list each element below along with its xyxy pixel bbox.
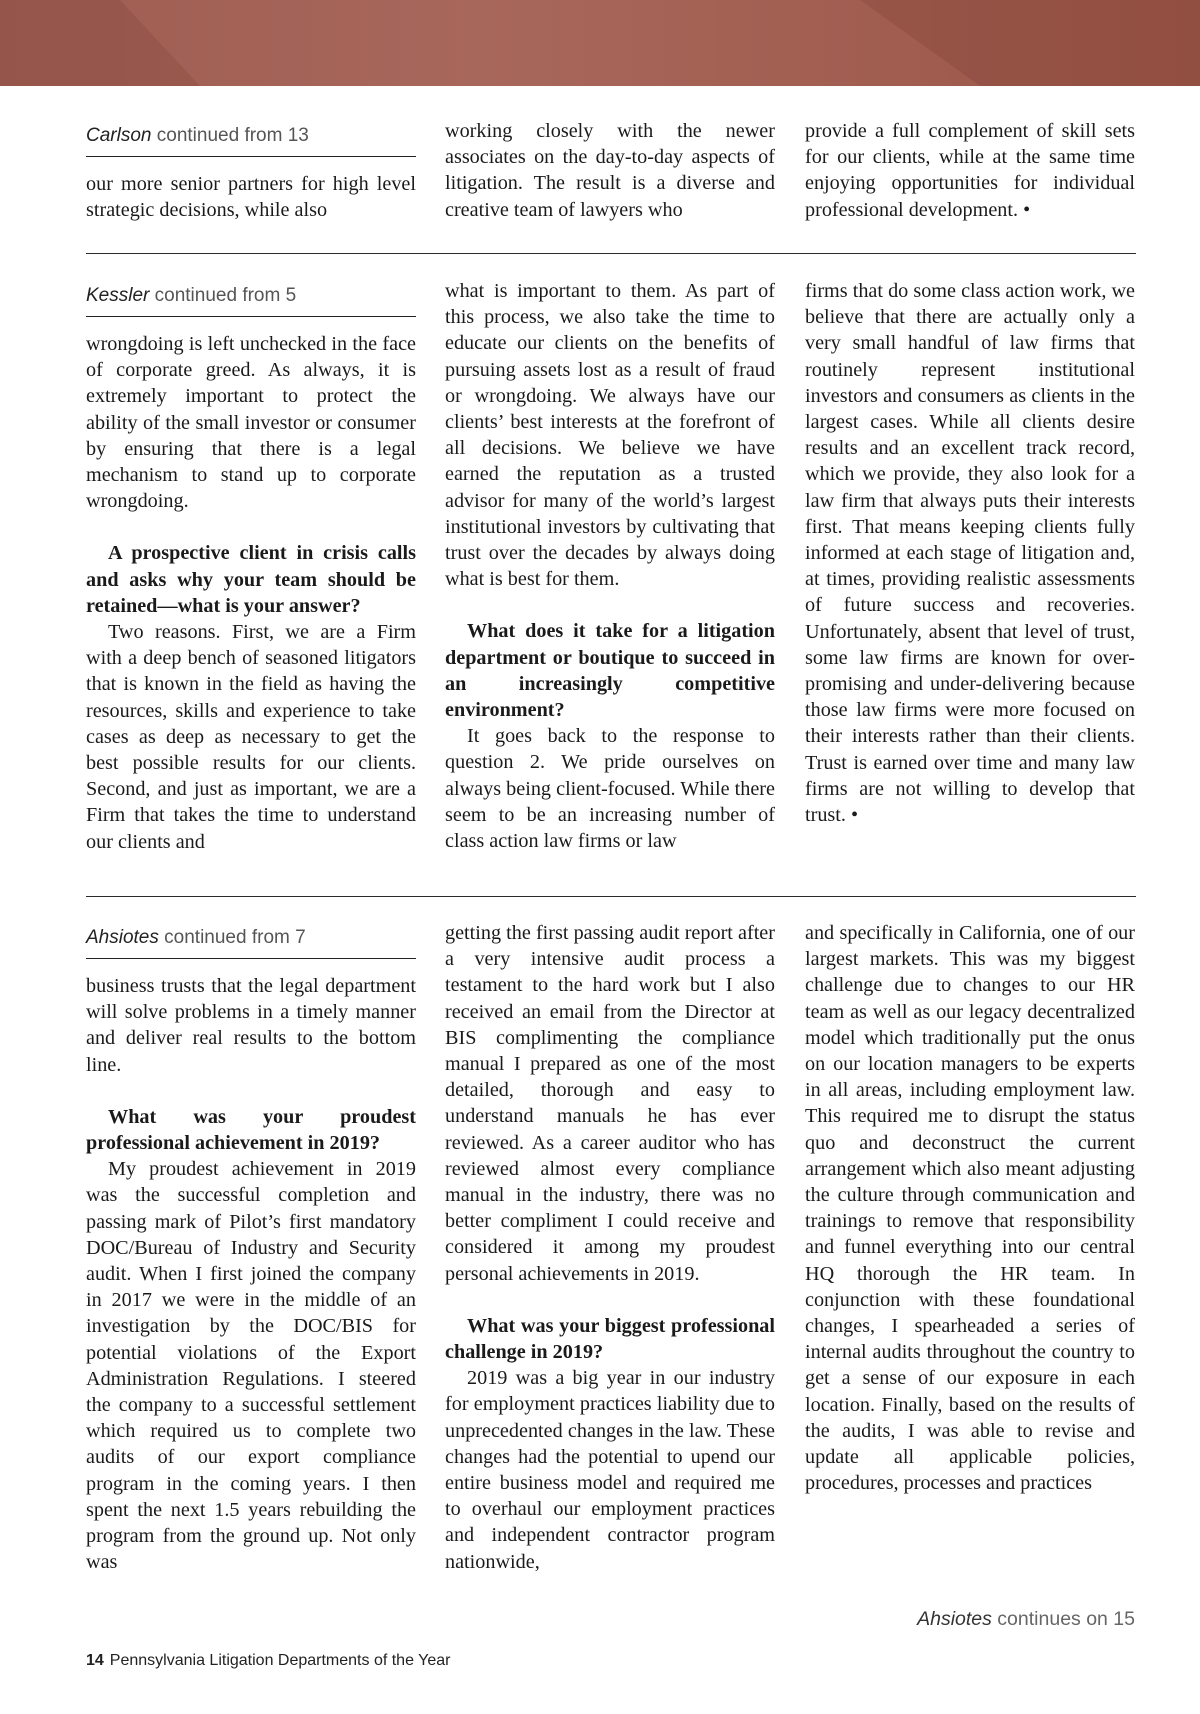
ahsiotes-name: Ahsiotes [86,927,159,948]
header-banner [0,0,1200,86]
carlson-col1-text: our more senior partners for high level strategic decisions, while also [86,173,416,222]
kessler-continued-header [86,278,416,317]
kessler-col1-paragraph-1: wrongdoing is left unchecked in the face of corporate greed. As always, it is extremely important to protect the ability of the small investor or consumer by ensuring that there is a legal mechanism to stand up to corporate wrongdoing. [86,333,416,513]
kessler-col3-text: firms that do some class action work, we believe that there are actually only a very small handful of law firms that routinely represent institutional investors and consumers as clients in the largest cases. While all clients desire results and an excellent track record, which we provide, they also look for a law firm that always puts their interests first. That means keeping clients fully informed at each stage of litigation and, at times, providing realistic assessments of future success and recoveries. Unfortunately, absent that level of trust, some law firms are known for over-promising and under-delivering because those law firms were more focused on their interests rather than their clients. Trust is earned over time and many law firms are not willing to develop that trust. • [805,280,1135,827]
kessler-col1-paragraph-2: Two reasons. First, we are a Firm with a deep bench of seasoned litigators that is known in the field as having the resources, skills and experience to take cases as deep as necessary to get the best possible results for our clients. Second, and just as important, we are a Firm that takes the time to understand our clients and [86,621,416,853]
kessler-name: Kessler [86,285,150,306]
kessler-question-2: What does it take for a litigation department or boutique to succeed in an increasingly competitive environment? [445,620,775,722]
ahsiotes-question-1: What was your proudest professional achievement in 2019? [86,1105,416,1155]
carlson-column-2 [445,118,775,223]
ahsiotes-continued-header [86,920,416,959]
kessler-column-2 [445,278,775,854]
ahsiotes-col2-paragraph-2: 2019 was a big year in our industry for employment practices liability due to unprecedented changes in the law. These changes had the potential to upend our entire business model and required me to overhaul our employment practices and independent contractor program nationwide, [445,1367,775,1573]
kessler-question-1: A prospective client in crisis calls and asks why your team should be retained—what is your answer? [86,542,416,617]
kessler-continued-from: continued from 5 [149,285,297,306]
carlson-column-1 [86,118,416,223]
ahsiotes-column-2 [445,920,775,1575]
ahsiotes-continued-from: continued from 7 [158,927,306,948]
ahsiotes-col2-paragraph-1: getting the first passing audit report after a very intensive audit process a testament to the hard work but I also received an email from the Director at BIS complimenting the compliance manual I prepared as one of the most detailed, thorough and easy to understand manuals he has ever reviewed. As a career auditor who has reviewed almost every compliance manual in the industry, there was no better compliment I could receive and considered it among my proudest personal achievements in 2019. [445,922,775,1285]
kessler-column-1 [86,278,416,855]
ahsiotes-col1-paragraph-2: My proudest achievement in 2019 was the successful completion and passing mark of Pilot’s first mandatory DOC/Bureau of Industry and Security audit. When I first joined the company in 2017 we were in the middle of an investigation by the DOC/BIS for potential violations of the Export Administration Regulations. I steered the company to a successful settlement which required us to complete two audits of our export compliance program in the coming years. I then spent the next 1.5 years rebuilding the program from the ground up. Not only was [86,1158,416,1574]
ahsiotes-column-3 [805,920,1135,1630]
ahsiotes-col1-paragraph-1: business trusts that the legal department will solve problems in a timely manner and deliver real results to the bottom line. [86,975,416,1076]
section-divider-1 [86,253,1136,254]
carlson-continued-from: continued from 13 [151,125,309,146]
carlson-col2-text: working closely with the newer associates on the day-to-day aspects of litigation. The result is a diverse and creative team of lawyers who [445,120,775,221]
banner-decoration [0,0,1200,86]
kessler-col2-paragraph-2: It goes back to the response to question 2. We pride ourselves on always being client-focused. While there seem to be an increasing number of class action law firms or law [445,725,775,853]
carlson-name: Carlson [86,125,152,146]
ahsiotes-column-1 [86,920,416,1575]
ahsiotes-continues-page: continues on 15 [991,1608,1135,1630]
section-divider-2 [86,896,1136,897]
ahsiotes-question-2: What was your biggest professional challenge in 2019? [445,1314,775,1364]
carlson-col3-text: provide a full complement of skill sets for our clients, while at the same time enjoying opportunities for individual professional development. • [805,120,1135,221]
kessler-column-3 [805,278,1135,828]
page-number: 14 [86,1652,104,1669]
page-footer [86,1652,450,1670]
carlson-column-3 [805,118,1135,223]
carlson-continued-header [86,118,416,157]
ahsiotes-col3-text: and specifically in California, one of our largest markets. This was my biggest challenge due to changes to our HR team as well as our legacy decentralized model which traditionally put the onus on our location managers to be experts in all areas, including employment law. This required me to disrupt the status quo and deconstruct the current arrangement which also meant adjusting the culture through communication and trainings to remove that responsibility and funnel everything into our central HQ thorough the HR team. In conjunction with these foundational changes, I spearheaded a series of internal audits throughout the country to get a sense of our exposure in each location. Finally, based on the results of the audits, I was able to revise and update all applicable policies, procedures, processes and practices [805,922,1135,1495]
ahsiotes-continues-name: Ahsiotes [917,1608,992,1630]
ahsiotes-continues-on [917,1606,1135,1632]
publication-title: Pennsylvania Litigation Departments of the Year [109,1652,451,1669]
kessler-col2-paragraph-1: what is important to them. As part of this process, we also take the time to educate our clients on the benefits of pursuing assets lost as a result of fraud or wrongdoing. We always have our clients’ best interests at the forefront of all decisions. We believe we have earned the reputation as a trusted advisor for many of the world’s largest institutional investors by cultivating that trust over the decades by always doing what is best for them. [445,280,775,591]
